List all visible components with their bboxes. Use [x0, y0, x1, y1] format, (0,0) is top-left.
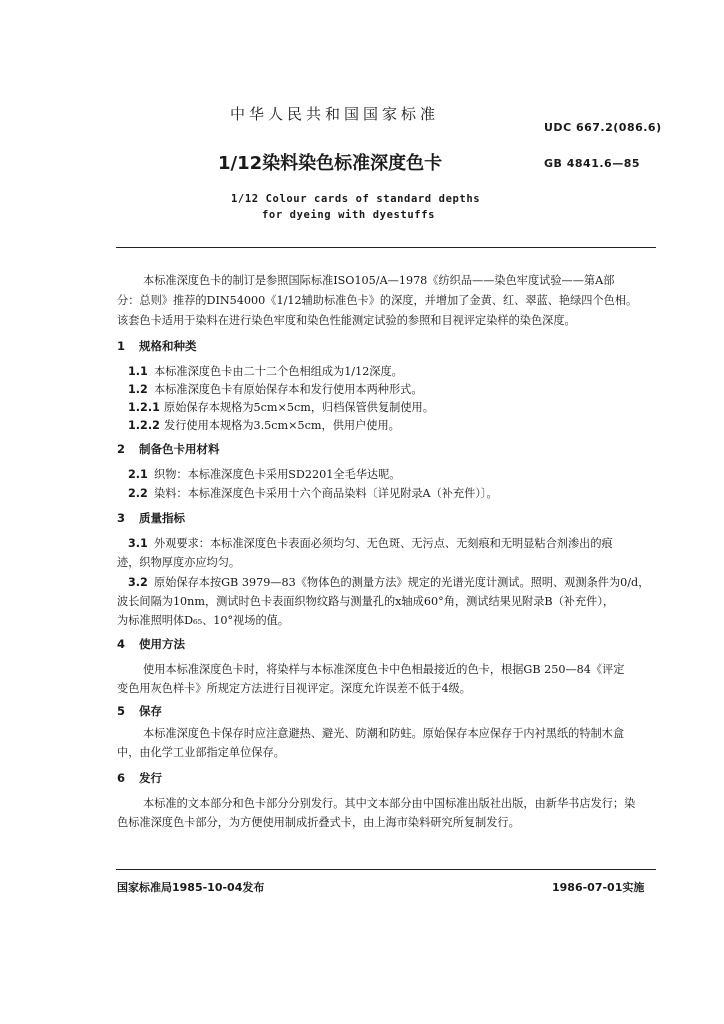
clause-1-2-2-number: 1.2.2	[128, 419, 160, 432]
section-6-heading	[117, 770, 162, 786]
section-2-heading	[117, 441, 220, 457]
clause-3-1-line-1	[128, 535, 613, 551]
clause-1-2	[128, 381, 423, 397]
clause-3-1-number: 3.1	[128, 537, 148, 550]
section-4-title: 使用方法	[139, 637, 185, 651]
section-5-line-2: 中，由化学工业部指定单位保存。	[117, 746, 285, 759]
clause-1-1	[128, 363, 403, 379]
section-1-number: 1	[117, 339, 126, 353]
clause-1-2-number: 1.2	[128, 383, 148, 396]
effective-date: 1986-07-01实施	[552, 881, 645, 894]
section-5-number: 5	[117, 704, 126, 718]
section-2-number: 2	[117, 442, 126, 456]
clause-2-2	[128, 485, 498, 501]
section-4-number: 4	[117, 637, 126, 651]
header-divider	[116, 247, 656, 248]
clause-1-2-1-text: 原始保存本规格为5cm×5cm，归档保管供复制使用。	[164, 401, 434, 414]
section-1-heading	[117, 338, 197, 354]
footer-divider	[116, 869, 656, 870]
clause-3-2-line-1	[128, 574, 649, 590]
clause-1-2-2	[128, 417, 400, 433]
udc-code: UDC 667.2(086.6)	[544, 121, 662, 134]
clause-1-1-number: 1.1	[128, 365, 148, 378]
issue-date: 国家标准局1985-10-04发布	[117, 881, 265, 894]
section-6-number: 6	[117, 771, 126, 785]
intro-line-1: 本标准深度色卡的制订是参照国际标准ISO105/A—1978《纺织品——染色牢度试验——第A部	[143, 274, 615, 287]
clause-2-2-number: 2.2	[128, 487, 148, 500]
section-4-line-1: 使用本标准深度色卡时，将染样与本标准深度色卡中色相最接近的色卡，根据GB 250—84《评定	[143, 663, 625, 676]
clause-3-2-line-3: 为标准照明体D₆₅、10°视场的值。	[117, 614, 290, 627]
clause-3-1-text-1: 外观要求：本标准深度色卡表面必须均匀、无色斑、无污点、无刻痕和无明显粘合剂渗出的痕	[154, 537, 613, 550]
clause-3-2-line-2: 波长间隔为10nm，测试时色卡表面织物纹路与测量孔的x轴成60°角，测试结果见附录B（补充件），	[117, 595, 615, 608]
english-title-line-2: for dyeing with dyestuffs	[262, 209, 436, 221]
section-3-title: 质量指标	[139, 511, 185, 525]
section-5-title: 保存	[139, 704, 162, 718]
clause-1-2-1-number: 1.2.1	[128, 401, 160, 414]
clause-2-1-number: 2.1	[128, 468, 148, 481]
section-1-title: 规格和种类	[139, 339, 197, 353]
section-3-number: 3	[117, 511, 126, 525]
issuing-country-standard: 中华人民共和国国家标准	[230, 105, 440, 123]
clause-3-1-line-2: 迹，织物厚度亦应均匀。	[117, 556, 241, 569]
clause-3-2-text-1: 原始保存本按GB 3979—83《物体色的测量方法》规定的光谱光度计测试。照明、观测条件为0/d，	[154, 576, 650, 589]
section-6-line-2: 色标准深度色卡部分，为方便使用制成折叠式卡，由上海市染料研究所复制发行。	[117, 816, 520, 829]
clause-2-1	[128, 466, 400, 482]
section-2-title: 制备色卡用材料	[139, 442, 220, 456]
english-title-line-1: 1/12 Colour cards of standard depths	[231, 193, 481, 205]
document-title: 1/12染料染色标准深度色卡	[218, 153, 443, 174]
section-4-heading	[117, 636, 185, 652]
intro-line-3: 该套色卡适用于染料在进行染色牢度和染色性能测定试验的参照和目视评定染样的染色深度。	[117, 314, 576, 327]
gb-number: GB 4841.6—85	[544, 157, 640, 170]
clause-1-1-text: 本标准深度色卡由二十二个色相组成为1/12深度。	[154, 365, 403, 378]
clause-1-2-2-text: 发行使用本规格为3.5cm×5cm，供用户使用。	[164, 419, 400, 432]
section-5-heading	[117, 703, 162, 719]
clause-1-2-1	[128, 399, 434, 415]
clause-2-1-text: 织物：本标准深度色卡采用SD2201全毛华达呢。	[154, 468, 401, 481]
clause-1-2-text: 本标准深度色卡有原始保存本和发行使用本两种形式。	[154, 383, 423, 396]
section-4-line-2: 变色用灰色样卡》所规定方法进行目视评定。深度允许误差不低于4级。	[117, 682, 471, 695]
intro-line-2: 分：总则》推荐的DIN54000《1/12辅助标准色卡》的深度，并增加了金黄、红、翠蓝、艳绿四个色相。	[117, 294, 638, 307]
section-6-line-1: 本标准的文本部分和色卡部分分别发行。其中文本部分由中国标准出版社出版，由新华书店发行；染	[143, 797, 636, 810]
clause-2-2-text: 染料：本标准深度色卡采用十六个商品染料〔详见附录A（补充件）〕。	[154, 487, 498, 500]
section-6-title: 发行	[139, 771, 162, 785]
section-5-line-1: 本标准深度色卡保存时应注意避热、避光、防潮和防蛀。原始保存本应保存于内衬黑纸的特制木盒	[143, 727, 625, 740]
section-3-heading	[117, 510, 185, 526]
clause-3-2-number: 3.2	[128, 576, 148, 589]
